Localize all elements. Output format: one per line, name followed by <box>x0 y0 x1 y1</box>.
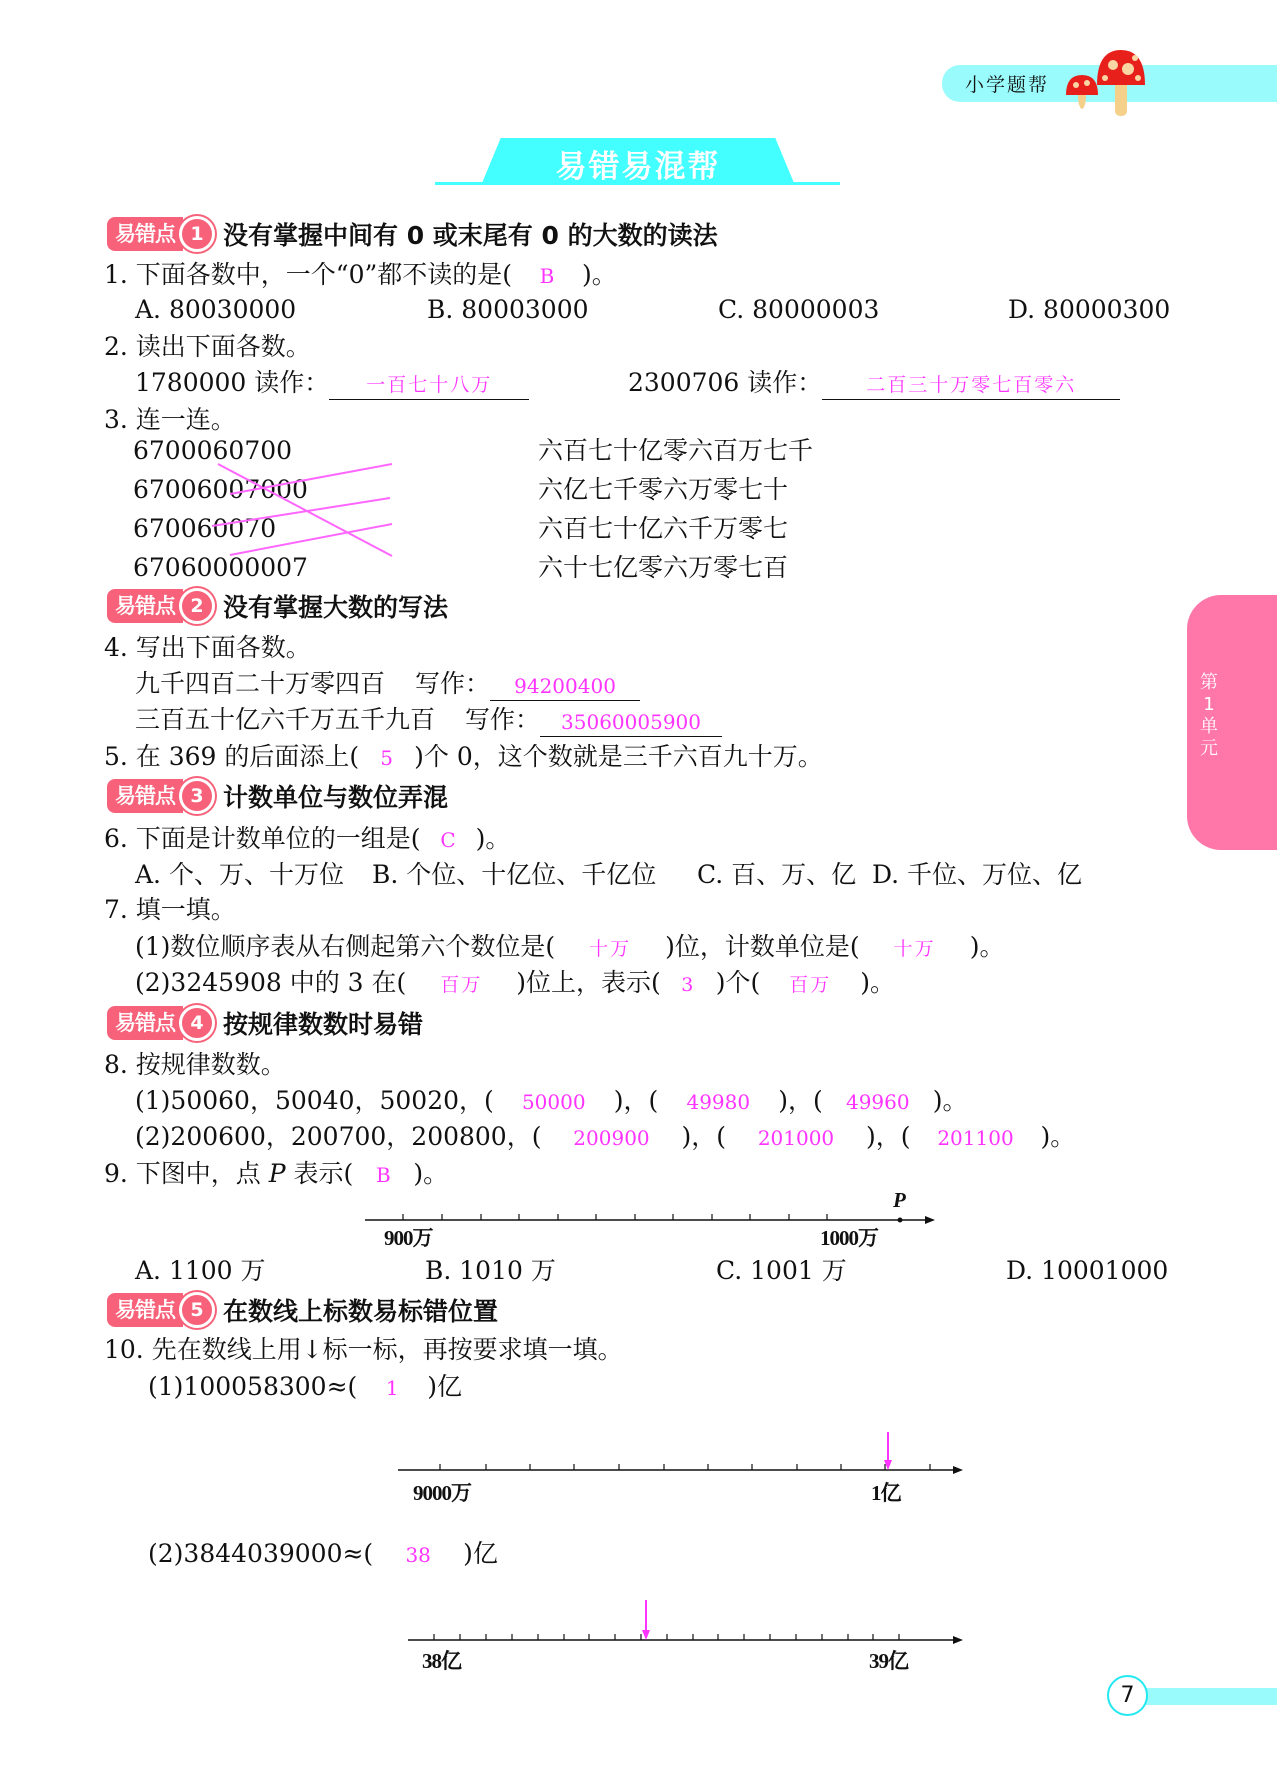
error-point-number: 1 <box>179 216 215 252</box>
answer-blank[interactable]: 一百七十八万 <box>329 370 529 400</box>
error-point-number: 5 <box>179 1292 215 1328</box>
q10-number-line-2 <box>408 1600 968 1645</box>
answer-blank[interactable]: 201000 <box>757 1126 835 1150</box>
error-point-title: 按规律数数时易错 <box>223 1010 424 1039</box>
unit-side-label: 第1单元 <box>1200 672 1218 759</box>
q10-2-end-label: 39亿 <box>869 1649 908 1673</box>
error-point-header-5 <box>107 1292 498 1328</box>
q4-label: 写作： <box>415 669 491 698</box>
q6-option-c: C. 百、万、亿 <box>697 860 857 889</box>
q10-2-start-label: 38亿 <box>422 1649 461 1673</box>
q3-right-4: 六十七亿零六万零七百 <box>538 553 789 582</box>
q3-right-1: 六百七十亿零六百万七千 <box>538 436 814 465</box>
question-5-stem-end: )个 0，这个数就是三千六百九十万。 <box>414 742 823 771</box>
error-point-title: 计数单位与数位弄混 <box>223 783 449 812</box>
error-point-badge: 易错点 <box>107 779 183 813</box>
q4-words: 九千四百二十万零四百 <box>135 669 386 698</box>
error-point-title: 没有掌握中间有 0 或末尾有 0 的大数的读法 <box>223 221 718 250</box>
q1-option-c: C. 80000003 <box>718 295 880 324</box>
question-8-stem: 8. 按规律数数。 <box>104 1050 286 1079</box>
point-label: P <box>268 1159 286 1188</box>
answer-blank[interactable]: 49980 <box>686 1090 751 1114</box>
error-point-header-3 <box>107 778 448 814</box>
question-1-stem-end: )。 <box>582 260 617 289</box>
q10-part-1 <box>148 1370 462 1405</box>
section-title: 易错易混帮 <box>555 149 721 185</box>
answer-blank[interactable]: 94200400 <box>490 671 640 701</box>
q7-text: )。 <box>969 932 1005 961</box>
q10-part-2 <box>148 1537 498 1572</box>
q8-sequence: (2)200600，200700，200800， <box>135 1122 532 1151</box>
q6-option-a: A. 个、万、十万位 <box>135 860 344 889</box>
q3-left-3: 670060070 <box>133 514 277 543</box>
q1-option-b: B. 80003000 <box>427 295 589 324</box>
question-6-stem: 6. 下面是计数单位的一组是( <box>104 824 421 853</box>
q3-left-1: 6700060700 <box>133 436 293 465</box>
q9-start-label: 900万 <box>384 1226 433 1250</box>
q7-text: )位，计数单位是( <box>665 932 860 961</box>
error-point-badge: 易错点 <box>107 1293 183 1327</box>
answer-blank[interactable]: 1 <box>385 1376 399 1400</box>
q4-item-2 <box>135 703 722 737</box>
q7-text: )位上，表示( <box>516 968 661 997</box>
error-point-number: 2 <box>179 588 215 624</box>
q3-left-4: 67060000007 <box>133 553 308 582</box>
q10-1-end-label: 1亿 <box>871 1481 901 1505</box>
q9-point-label: P <box>893 1188 905 1212</box>
question-10-stem: 10. 先在数线上用↓标一标，再按要求填一填。 <box>104 1335 623 1364</box>
q1-option-a: A. 80030000 <box>135 295 297 324</box>
q7-part-1 <box>135 930 1004 966</box>
question-9 <box>104 1157 448 1192</box>
answer-blank[interactable]: 35060005900 <box>540 707 722 737</box>
error-point-title: 在数线上标数易标错位置 <box>223 1297 499 1326</box>
q6-option-d: D. 千位、万位、亿 <box>872 860 1083 889</box>
q4-words: 三百五十亿六千万五千九百 <box>135 705 436 734</box>
question-6 <box>104 822 510 857</box>
q8-part-1: (1)50060，50040，50020，( 50000 )，( 49980 )，( 49960 )。 <box>135 1084 968 1119</box>
error-point-header-4 <box>107 1005 423 1041</box>
answer-blank[interactable]: 百万 <box>440 974 483 996</box>
answer-blank[interactable]: 5 <box>380 746 394 770</box>
q9-end-label: 1000万 <box>820 1226 878 1250</box>
q9-option-a: A. 1100 万 <box>135 1256 266 1285</box>
q9-option-d: D. 10001000 <box>1006 1256 1169 1285</box>
question-7-stem: 7. 填一填。 <box>104 895 236 924</box>
q10-number-line-1 <box>398 1430 968 1480</box>
question-1-stem: 1. 下面各数中，一个“0”都不读的是( <box>104 260 513 289</box>
q7-text: )。 <box>860 968 896 997</box>
q10-1-start-label: 9000万 <box>413 1481 471 1505</box>
page-number-bar <box>1128 1688 1277 1705</box>
q9-option-c: C. 1001 万 <box>716 1256 847 1285</box>
question-5-stem: 5. 在 369 的后面添上( <box>104 742 360 771</box>
answer-blank[interactable]: B <box>375 1163 391 1187</box>
answer-blank[interactable]: 200900 <box>573 1126 650 1150</box>
answer-blank[interactable]: 201100 <box>937 1126 1014 1150</box>
q1-option-d: D. 80000300 <box>1008 295 1171 324</box>
question-5 <box>104 740 823 775</box>
q7-part-2 <box>135 966 895 1002</box>
q7-text: (1)数位顺序表从右侧起第六个数位是( <box>135 932 556 961</box>
q3-right-3: 六百七十亿六千万零七 <box>538 514 789 543</box>
q4-label: 写作： <box>465 705 541 734</box>
question-9-stem: 9. 下图中，点 <box>104 1159 261 1188</box>
question-2-stem: 2. 读出下面各数。 <box>104 332 311 361</box>
answer-blank[interactable]: B <box>539 264 555 288</box>
question-9-stem: 表示( <box>293 1159 354 1188</box>
error-point-number: 4 <box>179 1005 215 1041</box>
q7-text: (2)3245908 中的 3 在( <box>135 968 407 997</box>
answer-blank[interactable]: 38 <box>405 1543 431 1567</box>
error-point-number: 3 <box>179 778 215 814</box>
q3-right-2: 六亿七千零六万零七十 <box>538 475 789 504</box>
question-6-stem-end: )。 <box>475 824 511 853</box>
brand-name: 小学题帮 <box>965 74 1050 96</box>
answer-blank[interactable]: 百万 <box>789 974 832 996</box>
q3-left-2: 67006007000 <box>133 475 308 504</box>
answer-blank[interactable]: 十万 <box>893 938 936 960</box>
error-point-title: 没有掌握大数的写法 <box>223 593 449 622</box>
q8-sequence: (1)50060，50040，50020， <box>135 1086 484 1115</box>
q10-text: (2)3844039000≈( <box>148 1539 374 1568</box>
page-number: 7 <box>1107 1675 1148 1716</box>
q2-number: 1780000 读作： <box>135 368 330 397</box>
answer-blank[interactable]: C <box>440 828 456 852</box>
answer-blank[interactable]: 3 <box>681 974 696 996</box>
answer-blank[interactable]: 49960 <box>845 1090 910 1114</box>
error-point-badge: 易错点 <box>107 217 183 251</box>
q4-item-1 <box>135 667 640 701</box>
answer-blank[interactable]: 二百三十万零七百零六 <box>822 370 1120 400</box>
question-4-stem: 4. 写出下面各数。 <box>104 633 311 662</box>
q10-text: )亿 <box>463 1539 498 1568</box>
q6-option-b: B. 个位、十亿位、千亿位 <box>372 860 657 889</box>
q2-number: 2300706 读作： <box>628 368 823 397</box>
error-point-badge: 易错点 <box>107 1006 183 1040</box>
q10-text: (1)100058300≈( <box>148 1372 358 1401</box>
answer-blank[interactable]: 十万 <box>589 938 632 960</box>
question-3-stem: 3. 连一连。 <box>104 405 236 434</box>
question-9-stem-end: )。 <box>413 1159 449 1188</box>
q10-text: )亿 <box>427 1372 463 1401</box>
answer-blank[interactable]: 50000 <box>521 1090 586 1114</box>
error-point-header-2 <box>107 588 448 624</box>
q7-text: )个( <box>715 968 761 997</box>
error-point-badge: 易错点 <box>107 589 183 623</box>
q9-option-b: B. 1010 万 <box>425 1256 556 1285</box>
q8-part-2: (2)200600，200700，200800，( 200900 )，( 201000 )，( 201100 )。 <box>135 1120 1075 1155</box>
